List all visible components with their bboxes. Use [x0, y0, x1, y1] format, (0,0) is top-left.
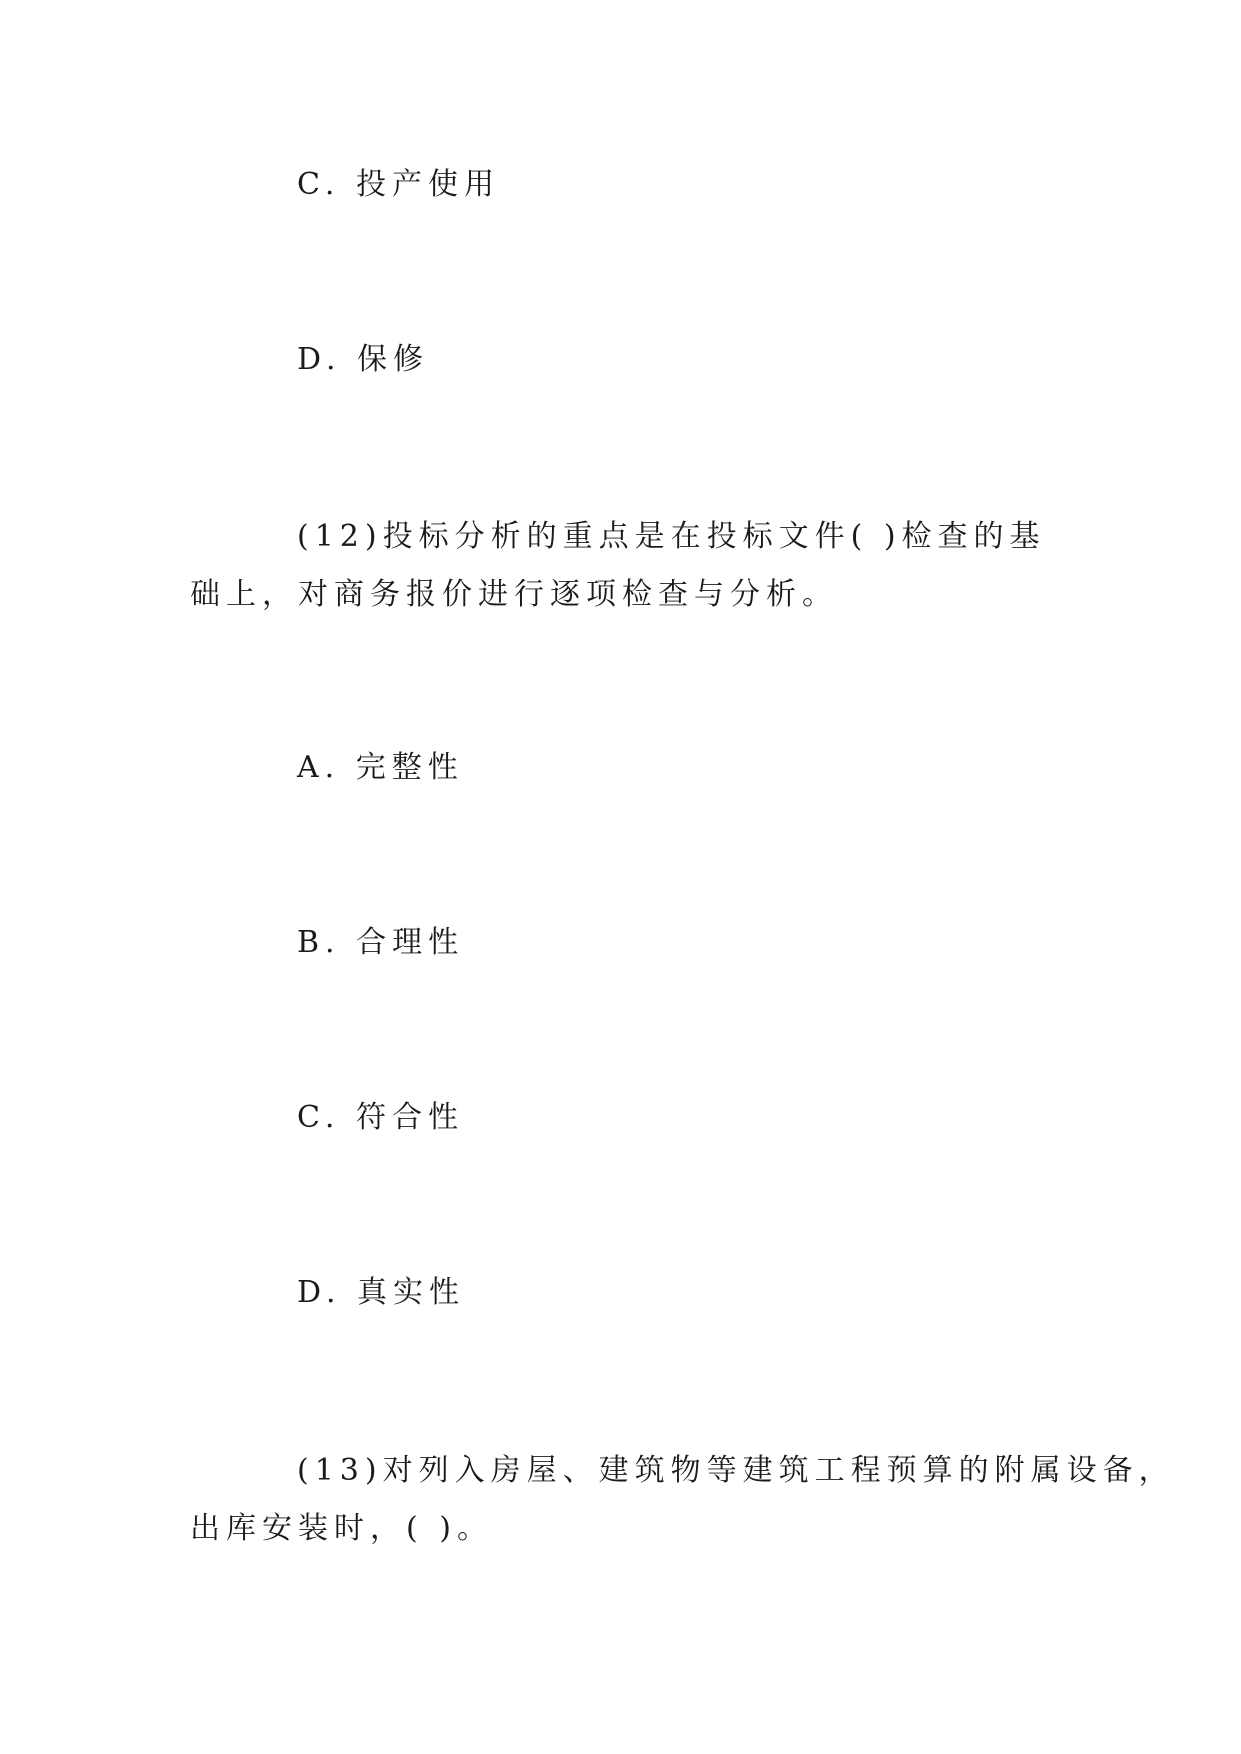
question-12-option-b: B. 合理性 — [297, 925, 465, 960]
question-12-option-c: C. 符合性 — [297, 1100, 464, 1135]
question-12-line-2: 础上，对商务报价进行逐项检查与分析。 — [190, 577, 838, 612]
option-d-previous-question: D. 保修 — [297, 342, 430, 377]
question-12-option-a: A. 完整性 — [297, 750, 464, 785]
question-12 — [190, 508, 1060, 624]
question-12-line-1: (12)投标分析的重点是在投标文件( )检查的基 — [297, 519, 1046, 554]
question-13-line-1: (13)对列入房屋、建筑物等建筑工程预算的附属设备， — [297, 1453, 1175, 1488]
question-13 — [190, 1442, 1175, 1558]
option-c-previous-question: C. 投产使用 — [297, 167, 500, 202]
question-13-line-2: 出库安装时，( )。 — [190, 1511, 493, 1546]
question-12-option-d: D. 真实性 — [297, 1275, 466, 1310]
